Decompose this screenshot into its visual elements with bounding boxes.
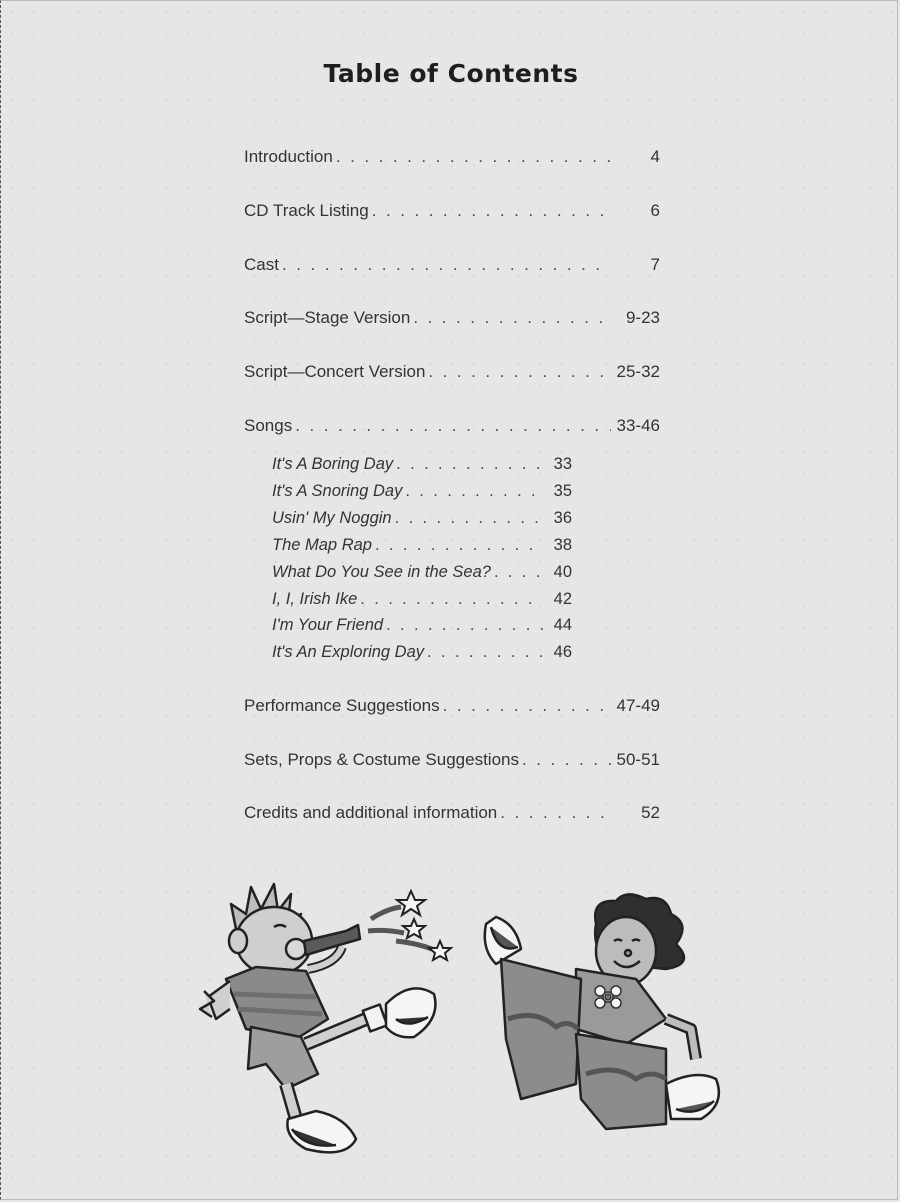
song-entry bbox=[272, 643, 572, 662]
dot-leader bbox=[360, 590, 543, 609]
toc-entry-cast bbox=[244, 255, 660, 275]
song-entry bbox=[272, 563, 572, 582]
dot-leader bbox=[500, 803, 611, 823]
toc-entry-label: CD Track Listing bbox=[244, 201, 369, 220]
song-entry bbox=[272, 455, 572, 474]
toc-entry-introduction bbox=[244, 147, 660, 167]
song-label: Usin' My Noggin bbox=[272, 509, 392, 527]
girl-figure bbox=[485, 894, 719, 1129]
toc-entry-sets-props bbox=[244, 750, 660, 770]
dot-leader bbox=[375, 536, 543, 555]
toc-entry-label: Script—Stage Version bbox=[244, 308, 411, 327]
dot-leader bbox=[427, 643, 543, 662]
song-page: 36 bbox=[553, 509, 572, 527]
toc-entry-credits bbox=[244, 803, 660, 823]
dot-leader bbox=[336, 147, 611, 167]
song-page: 38 bbox=[553, 536, 572, 554]
dot-leader bbox=[494, 563, 543, 582]
dot-leader bbox=[405, 482, 543, 501]
toc-entry-label: Cast bbox=[244, 255, 279, 274]
song-label: I, I, Irish Ike bbox=[272, 590, 358, 608]
song-entry bbox=[272, 590, 572, 609]
song-page: 40 bbox=[553, 563, 572, 581]
dot-leader bbox=[428, 362, 611, 382]
song-label: It's A Boring Day bbox=[272, 455, 394, 473]
song-entry bbox=[272, 509, 572, 528]
toc-entry-script-concert bbox=[244, 362, 660, 382]
song-label: I'm Your Friend bbox=[272, 616, 384, 634]
dot-leader bbox=[443, 696, 611, 716]
song-entry bbox=[272, 616, 572, 635]
song-label: The Map Rap bbox=[272, 536, 372, 554]
toc-entry-label: Credits and additional information bbox=[244, 803, 498, 822]
dot-leader bbox=[372, 201, 611, 221]
dot-leader bbox=[395, 509, 543, 528]
toc-entry-page: 47-49 bbox=[616, 696, 660, 715]
song-label: What Do You See in the Sea? bbox=[272, 563, 491, 581]
song-entry bbox=[272, 482, 572, 501]
song-page: 33 bbox=[553, 455, 572, 473]
toc-entry-label: Sets, Props & Costume Suggestions bbox=[244, 750, 519, 769]
dot-leader bbox=[295, 416, 611, 436]
dot-leader bbox=[522, 750, 611, 770]
kids-illustration bbox=[196, 869, 736, 1159]
song-page: 44 bbox=[553, 616, 572, 634]
song-entry bbox=[272, 536, 572, 555]
toc-entry-label: Introduction bbox=[244, 147, 333, 166]
song-label: It's A Snoring Day bbox=[272, 482, 403, 500]
song-page: 46 bbox=[553, 643, 572, 661]
toc-entry-page: 33-46 bbox=[616, 416, 660, 435]
dot-leader bbox=[282, 255, 611, 275]
toc-entry-page: 4 bbox=[650, 147, 660, 166]
toc-entry-page: 50-51 bbox=[616, 750, 660, 769]
toc-entry-page: 6 bbox=[650, 201, 660, 220]
toc-entry-script-stage bbox=[244, 308, 660, 328]
toc-entry-label: Performance Suggestions bbox=[244, 696, 440, 715]
toc-entry-cd-track-listing bbox=[244, 201, 660, 221]
boy-figure bbox=[200, 884, 435, 1152]
dot-leader bbox=[413, 308, 611, 328]
music-notes bbox=[368, 891, 451, 960]
song-page: 42 bbox=[553, 590, 572, 608]
toc-entry-page: 25-32 bbox=[616, 362, 660, 381]
toc-entry-page: 9-23 bbox=[625, 308, 660, 327]
toc-entry-label: Songs bbox=[244, 416, 293, 435]
toc-entry-page: 52 bbox=[641, 803, 660, 822]
toc-entry-label: Script—Concert Version bbox=[244, 362, 426, 381]
song-label: It's An Exploring Day bbox=[272, 643, 425, 661]
song-page: 35 bbox=[553, 482, 572, 500]
toc-entry-songs bbox=[244, 416, 660, 436]
page-title: Table of Contents bbox=[323, 59, 579, 88]
toc-entry-performance bbox=[244, 696, 660, 716]
dot-leader bbox=[396, 455, 543, 474]
dot-leader bbox=[386, 616, 543, 635]
toc-entry-page: 7 bbox=[650, 255, 660, 274]
